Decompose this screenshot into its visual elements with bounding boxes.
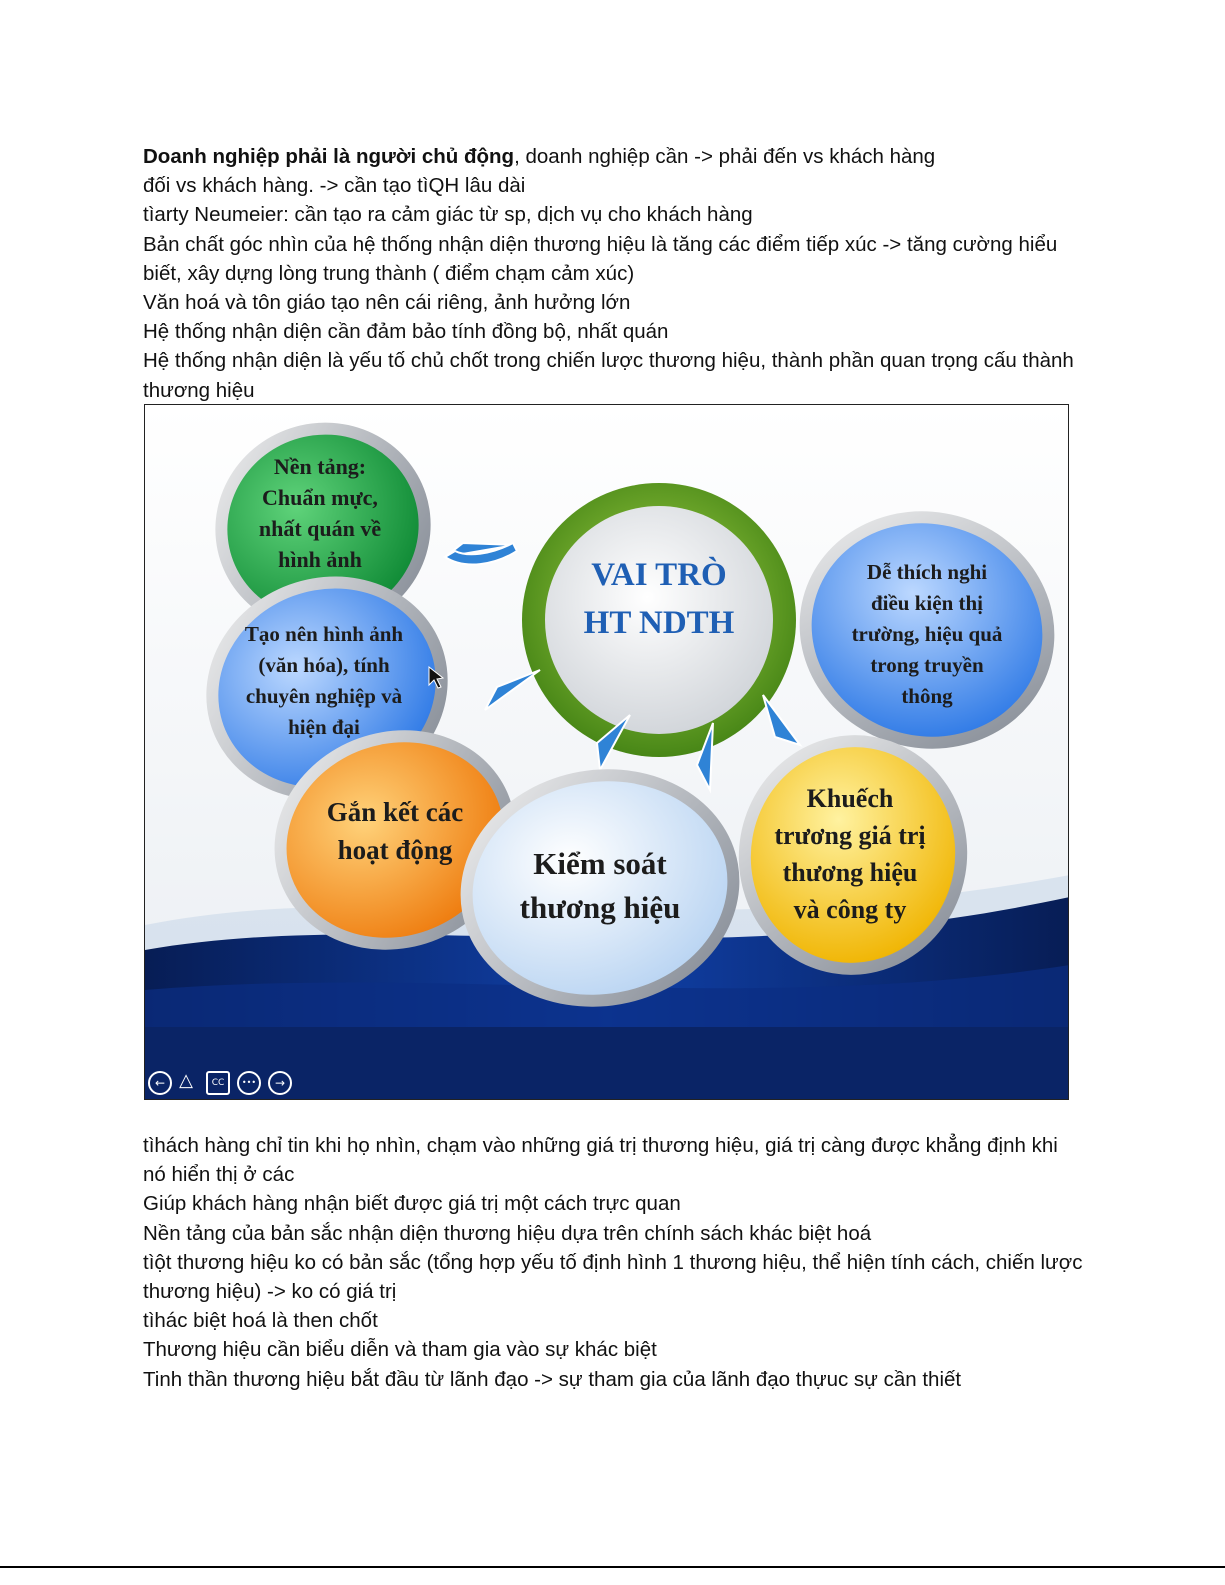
paragraph-7: Hệ thống nhận diện là yếu tố chủ chốt trong chiến lược thương hiệu, thành phần quan trọng cấu thành thương hiệu [143, 349, 1074, 402]
person-icon[interactable]: △ [179, 1070, 193, 1091]
paragraph-5: Văn hoá và tôn giáo tạo nên cái riêng, ảnh hưởng lớn [143, 291, 631, 315]
paragraph-3: tìarty Neumeier: cần tạo ra cảm giác từ sp, dịch vụ cho khách hàng [143, 203, 753, 227]
paragraph-9: Giúp khách hàng nhận biết được giá trị một cách trực quan [143, 1192, 681, 1216]
paragraph-11: tìột thương hiệu ko có bản sắc (tổng hợp yếu tố định hình 1 thương hiệu, thể hiện tính cách, chiến lược thương hiệu) -> ko có giá trị [143, 1250, 1083, 1304]
bubble-light-label: Kiểm soát thương hiệu [519, 846, 681, 925]
page-bottom-rule [0, 1566, 1225, 1568]
center-label: VAI TRÒ HT NDTH [583, 557, 735, 641]
paragraph-1 [143, 142, 1083, 171]
bubble-orange-label: Gắn kết các hoạt động [326, 797, 464, 865]
paragraph-12: tìhác biệt hoá là then chốt [143, 1309, 378, 1333]
paragraph-13: Thương hiệu cần biểu diễn và tham gia vào sự khác biệt [143, 1338, 657, 1362]
next-icon[interactable]: → [268, 1071, 292, 1095]
captions-icon[interactable]: CC [206, 1071, 230, 1095]
bubble-blue-right-label: Dễ thích nghi điều kiện thị trường, hiệu quả trong truyền thông [851, 560, 1003, 708]
paragraph-14: Tinh thần thương hiệu bắt đầu từ lãnh đạo -> sự tham gia của lãnh đạo thựuc sự cần thiết [143, 1367, 962, 1391]
bottom-notes [143, 1131, 1083, 1394]
slide-image [144, 404, 1069, 1100]
paragraph-2: đối vs khách hàng. -> cần tạo tìQH lâu dài [143, 174, 526, 198]
paragraph-8: tìhách hàng chỉ tin khi họ nhìn, chạm vào những giá trị thương hiệu, giá trị càng được khẳng định khi nó hiển thị ở các [143, 1134, 1058, 1187]
paragraph-6: Hệ thống nhận diện cần đảm bảo tính đồng bộ, nhất quán [143, 320, 669, 344]
bubble-blue-left-label: Tạo nên hình ảnh (văn hóa), tính chuyên nghiệp và hiện đại [244, 622, 404, 739]
paragraph-10: Nền tảng của bản sắc nhận diện thương hiệu dựa trên chính sách khác biệt hoá [143, 1221, 872, 1245]
bubble-green-label: Nền tảng: Chuẩn mực, nhất quán về hình ảnh [258, 454, 382, 572]
bubble-yellow-label: Khuếch trương giá trị thương hiệu và công ty [774, 784, 926, 924]
previous-icon[interactable]: ← [148, 1071, 172, 1095]
paragraph-1-rest: , doanh nghiệp cần -> phải đến vs khách hàng [514, 145, 936, 168]
top-notes [143, 142, 1083, 405]
paragraph-1-bold: Doanh nghiệp phải là người chủ động [143, 145, 515, 168]
more-icon[interactable]: ••• [237, 1071, 261, 1095]
paragraph-4: Bản chất góc nhìn của hệ thống nhận diện thương hiệu là tăng các điểm tiếp xúc -> tăng cường hiểu biết, xây dựng lòng trung thành ( điểm chạm cảm xúc) [143, 232, 1058, 285]
